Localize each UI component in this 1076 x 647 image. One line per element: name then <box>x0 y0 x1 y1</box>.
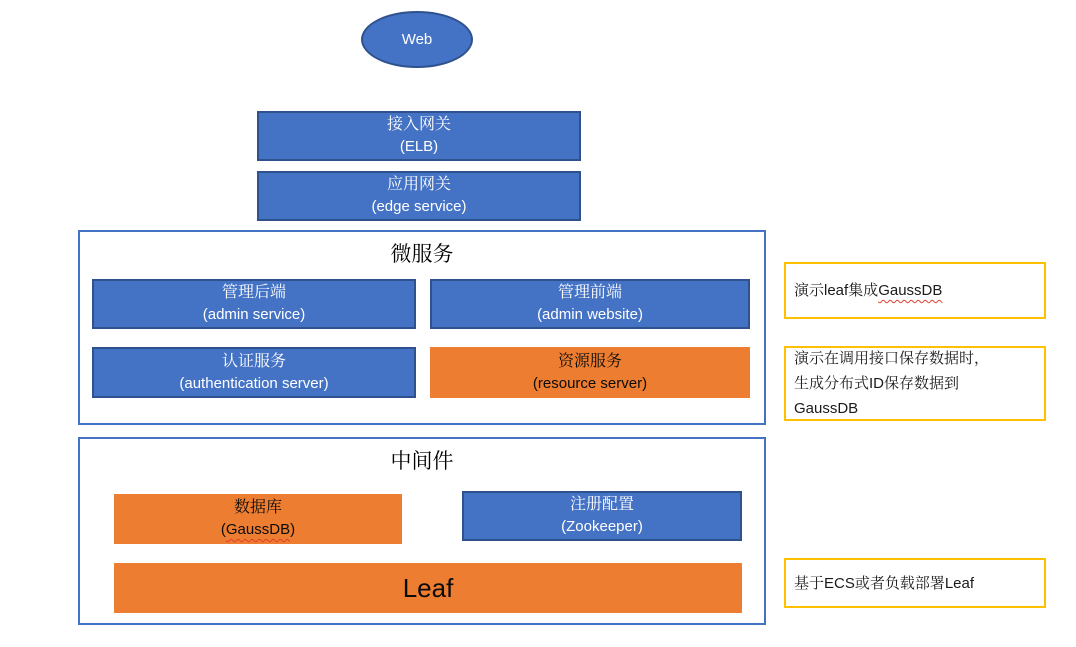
note-ecs-deploy-leaf-text: 基于ECS或者负载部署Leaf <box>794 574 975 592</box>
gateway-edge-service <box>257 171 581 221</box>
web-node-label: Web <box>401 31 433 48</box>
box-authentication-server-sublabel: (authentication server) <box>179 374 329 392</box>
box-resource-server-sublabel: (resource server) <box>532 374 648 392</box>
box-authentication-server <box>92 347 416 398</box>
box-admin-website-sublabel: (admin website) <box>537 306 643 323</box>
box-admin-service <box>92 279 416 329</box>
note-distributed-id-line3: GaussDB <box>794 400 859 417</box>
gateway-elb-sublabel: (ELB) <box>399 138 439 155</box>
note-leaf-gaussdb-text: 演示leaf集成GaussDB <box>794 282 943 299</box>
box-authentication-server-label: 认证服务 <box>221 352 286 370</box>
gaussdb-misspelled-word: GaussDB <box>225 521 291 538</box>
box-zookeeper-label: 注册配置 <box>569 496 634 513</box>
box-resource-server-label: 资源服务 <box>557 352 622 370</box>
box-gaussdb-label: 数据库 <box>233 499 282 516</box>
note-ecs-deploy-leaf <box>784 558 1046 608</box>
gateway-edge-sublabel: (edge service) <box>371 198 467 215</box>
box-zookeeper-sublabel: (Zookeeper) <box>561 518 643 535</box>
gateway-elb-label: 接入网关 <box>386 116 451 133</box>
box-admin-website <box>430 279 750 329</box>
box-admin-website-label: 管理前端 <box>557 284 622 301</box>
middleware-group-title: 中间件 <box>390 450 454 473</box>
box-zookeeper <box>462 491 742 541</box>
middleware-group <box>78 437 766 625</box>
note-leaf-gaussdb <box>784 262 1046 319</box>
note-distributed-id <box>784 346 1046 421</box>
box-admin-service-label: 管理后端 <box>221 284 286 301</box>
gateway-edge-label: 应用网关 <box>386 176 451 193</box>
web-node <box>361 11 473 68</box>
box-gaussdb <box>114 494 402 544</box>
note-distributed-id-line2: 生成分布式ID保存数据到 <box>794 375 960 392</box>
box-admin-service-sublabel: (admin service) <box>202 306 306 323</box>
microservices-group <box>78 230 766 425</box>
note-distributed-id-line1: 演示在调用接口保存数据时， <box>794 350 990 367</box>
note1-misspelled-word: GaussDB <box>878 282 943 299</box>
gateway-elb <box>257 111 581 161</box>
box-resource-server <box>430 347 750 398</box>
microservices-group-title: 微服务 <box>390 243 454 266</box>
box-gaussdb-sublabel: (GaussDB) <box>220 521 296 538</box>
box-leaf-label: Leaf <box>402 573 454 603</box>
box-leaf <box>114 563 742 613</box>
